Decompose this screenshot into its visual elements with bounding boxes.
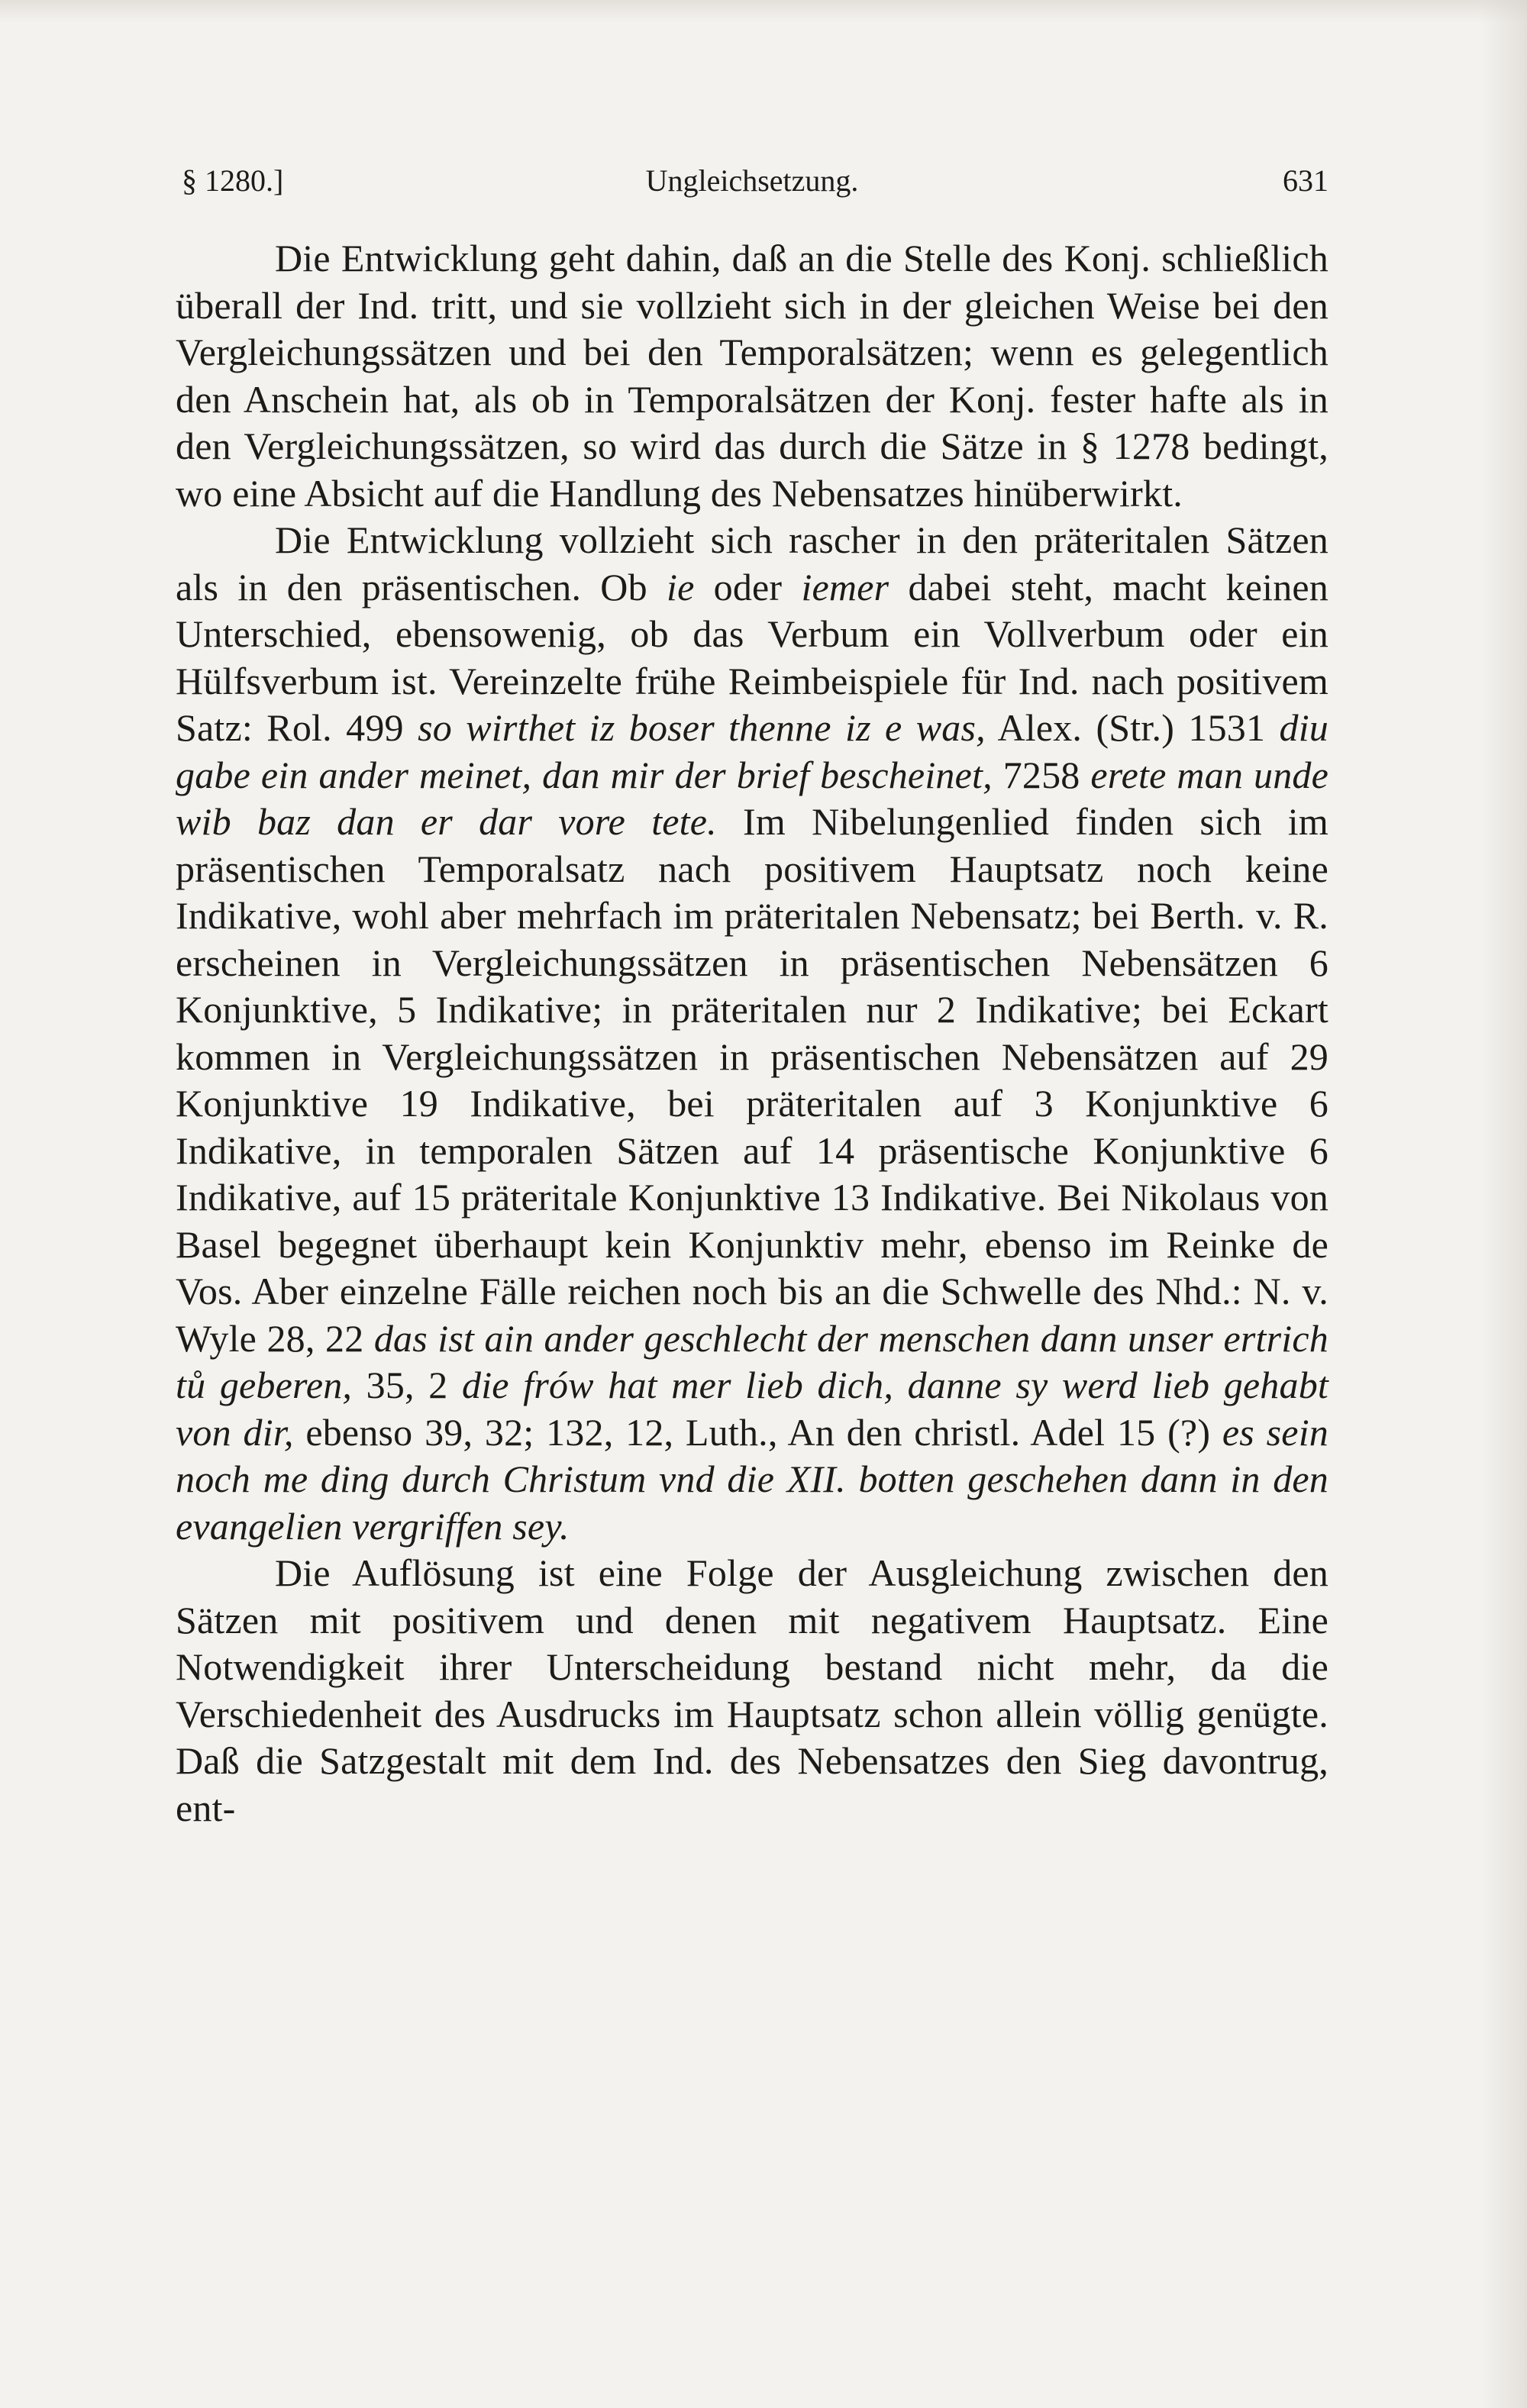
italic-quote: ie	[666, 565, 695, 608]
italic-quote: erete man unde wib baz dan er dar vore tete.	[176, 753, 1328, 843]
running-title: Ungleichsetzung.	[645, 163, 859, 198]
book-page	[176, 153, 1328, 1832]
page-right-shadow	[1481, 0, 1527, 2408]
paragraph-2	[176, 517, 1328, 1550]
text-run: 7258	[992, 753, 1091, 796]
body-text	[176, 235, 1328, 1832]
section-marker: § 1280.]	[182, 163, 284, 198]
text-run: dabei steht, macht keinen Unterschied, ebensowenig, ob das Verbum ein Vollverbum oder ein Hülfsverbum ist. Vereinzelte frühe Reimbeispiele für Ind. nach positivem Satz: Rol. 499	[176, 565, 1329, 749]
italic-quote: so wirthet iz boser thenne iz e was,	[418, 706, 986, 749]
text-run: oder	[694, 565, 802, 608]
page-number: 631	[1283, 163, 1328, 198]
paragraph-3: Die Auflösung ist eine Folge der Ausgleichung zwischen den Sätzen mit positivem und denen mit negativem Hauptsatz. Eine Notwendigkeit ihrer Unterscheidung bestand nicht mehr, da die Verschiedenheit des Ausdrucks im Hauptsatz schon allein völlig genügte. Daß die Satzgestalt mit dem Ind. des Nebensatzes den Sieg davontrug, ent-	[176, 1551, 1328, 1829]
italic-quote: iemer	[801, 565, 889, 608]
text-run: 35, 2	[352, 1364, 463, 1406]
page-top-shadow	[0, 0, 1527, 23]
italic-quote: das ist ain ander geschlecht der menschen dann unser ertrich tů geberen,	[176, 1316, 1328, 1406]
text-run: Alex. (Str.) 1531	[985, 706, 1280, 749]
text-run: Die Entwicklung vollzieht sich rascher in den präteritalen Sätzen als in den präsentischen. Ob	[176, 518, 1328, 608]
text-run: ebenso 39, 32; 132, 12, Luth., An den christl. Adel 15 (?)	[293, 1410, 1222, 1454]
paragraph-1: Die Entwicklung geht dahin, daß an die Stelle des Konj. schließlich überall der Ind. tritt, und sie vollzieht sich in der gleichen Weise bei den Vergleichungssätzen und bei den Temporalsätzen; wenn es gelegentlich den Anschein hat, als ob in Temporalsätzen der Konj. fester hafte als in den Vergleichungssätzen, so wird das durch die Sätze in § 1278 bedingt, wo eine Absicht auf die Handlung des Nebensatzes hinüberwirkt.	[176, 237, 1328, 515]
text-run: Im Nibelungenlied finden sich im präsentischen Temporalsatz nach positivem Hauptsatz noch keine Indikative, wohl aber mehrfach im präteritalen Nebensatz; bei Berth. v. R. erscheinen in Vergleichungssätzen in präsentischen Nebensätzen 6 Konjunktive, 5 Indikative; in präteritalen nur 2 Indikative; bei Eckart kommen in Vergleichungssätzen in präsentischen Nebensätzen auf 29 Konjunktive 19 Indikative, bei präteritalen auf 3 Konjunktive 6 Indikative, in temporalen Sätzen auf 14 präsentische Konjunktive 6 Indikative, auf 15 präteritale Konjunktive 13 Indikative. Bei Nikolaus von Basel begegnet überhaupt kein Konjunktiv mehr, ebenso im Reinke de Vos. Aber einzelne Fälle reichen noch bis an die Schwelle des Nhd.: N. v. Wyle 28, 22	[176, 800, 1328, 1360]
italic-quote: die frów hat mer lieb dich, danne sy werd lieb gehabt von dir,	[176, 1364, 1328, 1454]
italic-quote: diu gabe ein ander meinet, dan mir der brief bescheinet,	[176, 706, 1328, 796]
italic-quote: es sein noch me ding durch Christum vnd die XII. botten geschehen dann in den evangelien vergriffen sey.	[176, 1410, 1328, 1548]
running-header	[176, 153, 1328, 206]
